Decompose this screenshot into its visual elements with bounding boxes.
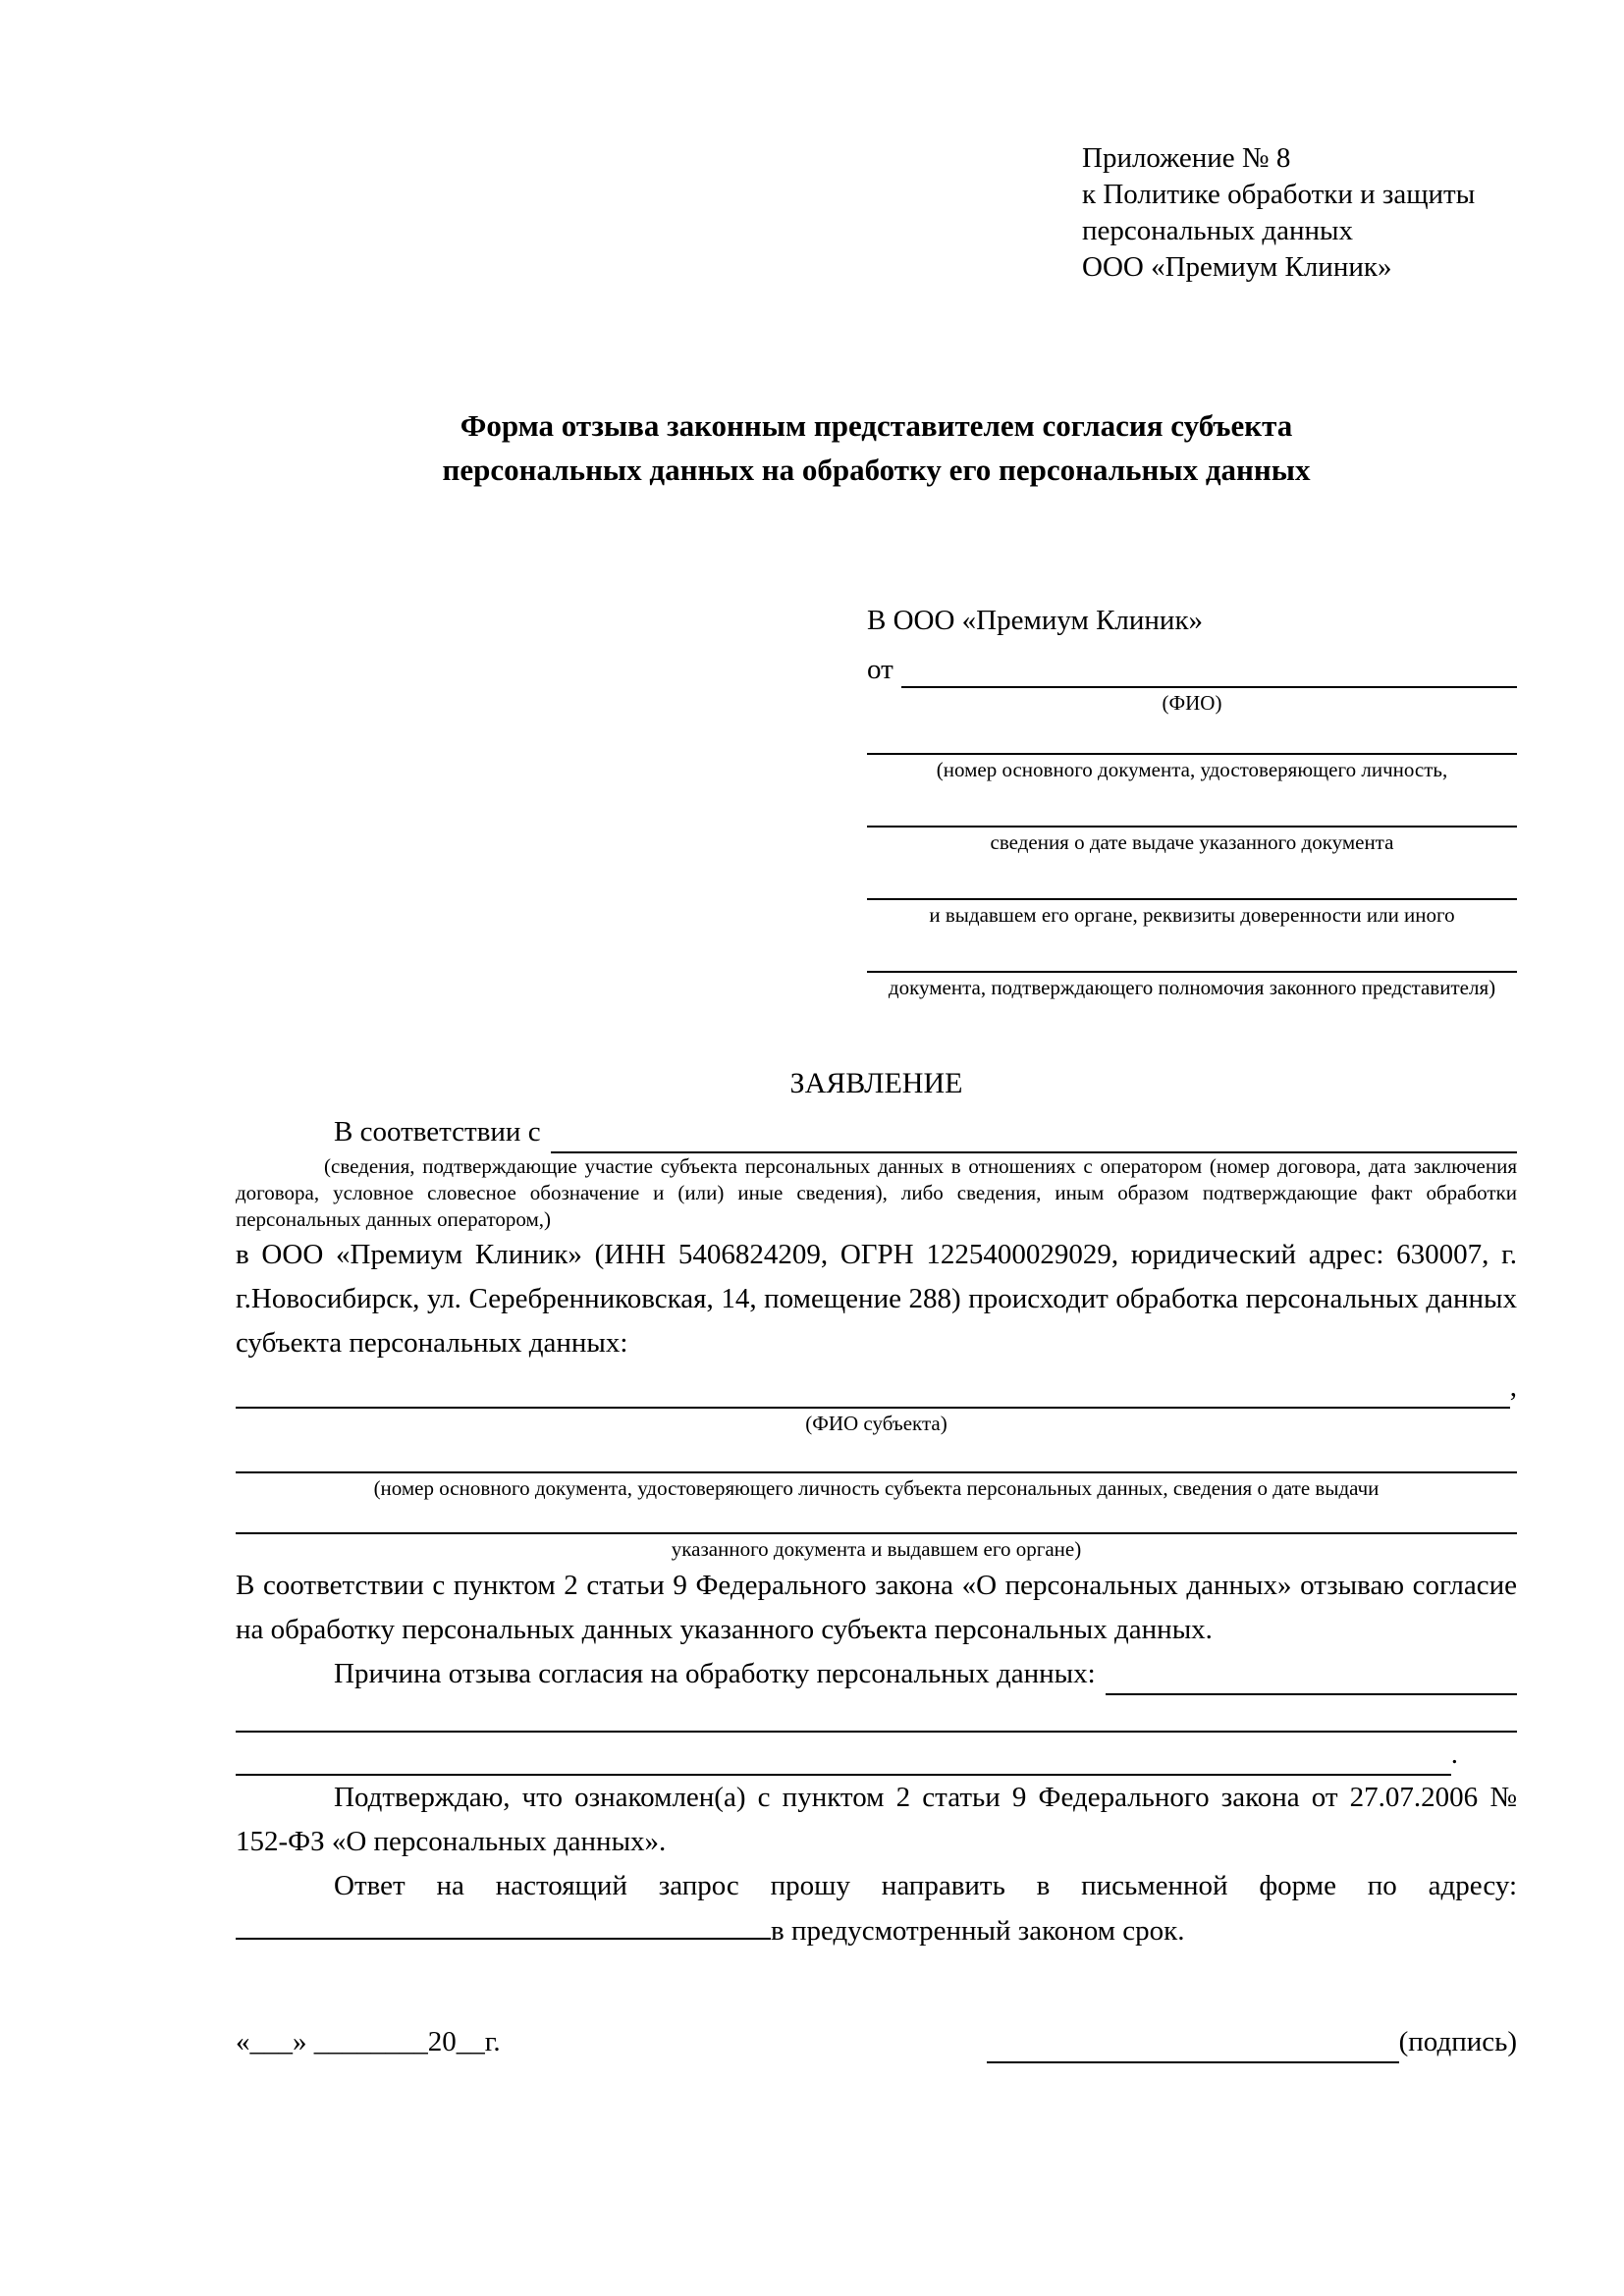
subject-fio-caption: (ФИО субъекта) [805, 1412, 947, 1435]
reason-blank-field [1106, 1660, 1517, 1695]
issue-date-caption: сведения о дате выдаче указанного документа [990, 830, 1394, 854]
reply-address-blank-field [236, 1908, 771, 1940]
addressee-block [867, 602, 1517, 1002]
document-title-line-1: Форма отзыва законным представителем согласия субъекта [460, 408, 1293, 443]
subject-fio-trailing: , [1509, 1371, 1517, 1403]
annex-line-4: ООО «Премиум Клиник» [1082, 251, 1392, 283]
reply-tail-text: в предусмотренный законом срок. [771, 1915, 1185, 1947]
reason-end-row [236, 1733, 1517, 1776]
document-title-line-2: персональных данных на обработку его персональных данных [442, 453, 1311, 487]
document-number-caption: (номер основного документа, удостоверяющего личность, [936, 758, 1448, 781]
operator-paragraph: в ООО «Премиум Клиник» (ИНН 5406824209, ОГРН 1225400029029, юридический адрес: 630007, г. г.Новосибирск, ул. Серебренниковская, 14, помещение 288) происходит обработка персональных данных субъекта персональных данных: [236, 1239, 1517, 1359]
fio-blank-field [901, 653, 1517, 688]
subject-document-blank-field-2 [236, 1503, 1517, 1534]
issue-date-blank-field [867, 784, 1517, 828]
statement-heading: ЗАЯВЛЕНИЕ [789, 1067, 963, 1099]
reply-paragraph: Ответ на настоящий запрос прошу направить в письменной форме по адресу: [334, 1870, 1517, 1901]
representative-authority-blank-field [867, 930, 1517, 973]
issuing-authority-caption: и выдавшем его органе, реквизиты доверенности или иного [929, 903, 1455, 927]
addressee-to: В ООО «Премиум Клиник» [867, 605, 1204, 636]
annex-header [1082, 140, 1517, 286]
annex-line-2: к Политике обработки и защиты [1082, 179, 1476, 210]
withdraw-paragraph: В соответствии с пунктом 2 статьи 9 Федерального закона «О персональных данных» отзываю согласие на обработку персональных данных указанного субъекта персональных данных. [236, 1570, 1517, 1645]
reason-blank-field-3 [236, 1742, 1451, 1776]
document-number-blank-field [867, 718, 1517, 755]
subject-document-blank-field [236, 1438, 1517, 1473]
date-field: «___» ________20__г. [236, 2026, 501, 2057]
signature-blank-field [987, 2032, 1399, 2063]
reason-trailing: . [1450, 1738, 1458, 1770]
reason-label: Причина отзыва согласия на обработку персональных данных: [334, 1658, 1096, 1689]
annex-line-3: персональных данных [1082, 215, 1354, 246]
annex-line-1: Приложение № 8 [1082, 142, 1291, 174]
accordance-note: (сведения, подтверждающие участие субъекта персональных данных в отношениях с оператором (номер договора, дата заключения договора, условное словесное обозначение и (или) иные сведения), либо сведения, иным образом подтверждающие факт обработки персональных данных оператором,) [236, 1154, 1517, 1231]
addressee-from-row [867, 651, 1517, 688]
reply-tail-row [236, 1908, 1517, 1953]
issuing-authority-blank-field [867, 857, 1517, 900]
subject-fio-blank-field [236, 1373, 1510, 1409]
footer-row [236, 2020, 1517, 2063]
fio-caption: (ФИО) [1162, 691, 1222, 715]
addressee-from-label: от [867, 654, 893, 685]
accordance-blank-field [551, 1118, 1517, 1153]
accordance-label: В соответствии с [334, 1116, 541, 1148]
representative-authority-caption: документа, подтверждающего полномочия законного представителя) [888, 976, 1496, 999]
subject-document-caption-1: (номер основного документа, удостоверяющего личность субъекта персональных данных, сведения о дате выдачи [373, 1476, 1380, 1500]
reason-row [236, 1652, 1517, 1695]
signature-caption: (подпись) [1398, 2026, 1517, 2057]
subject-fio-row [236, 1365, 1517, 1409]
confirm-paragraph: Подтверждаю, что ознакомлен(а) с пунктом 2 статьи 9 Федерального закона от 27.07.2006 № 152-ФЗ «О персональных данных». [236, 1782, 1517, 1857]
reason-blank-field-2 [236, 1695, 1517, 1733]
accordance-row [236, 1110, 1517, 1153]
document-title [236, 403, 1517, 492]
subject-document-caption-2: указанного документа и выдавшем его органе) [671, 1537, 1082, 1561]
signature-group [987, 2020, 1517, 2063]
